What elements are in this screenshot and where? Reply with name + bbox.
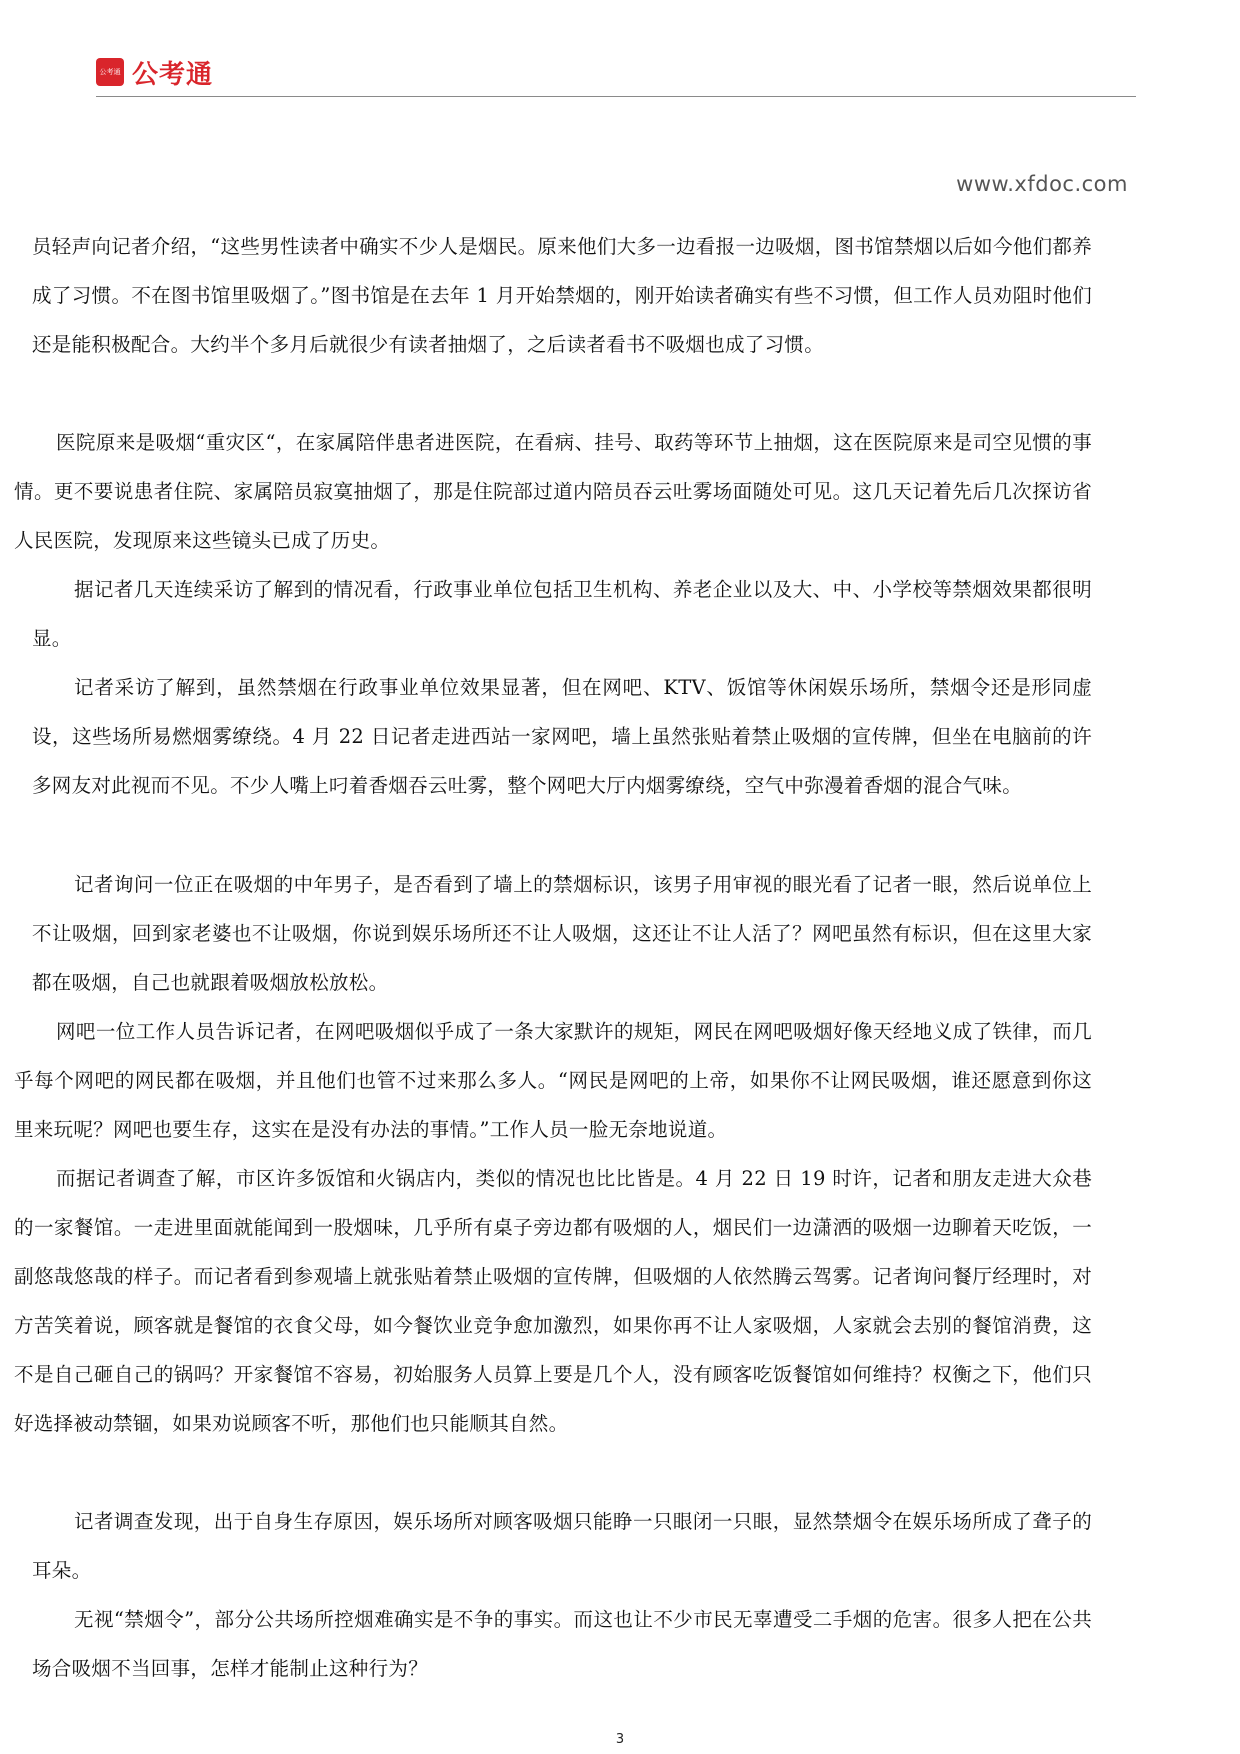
paragraph-7: 而据记者调查了解，市区许多饭馆和火锅店内，类似的情况也比比皆是。4 月 22 日 19 时许，记者和朋友走进大众巷的一家餐馆。一走进里面就能闻到一股烟味，几乎所有桌子旁边都有吸烟的人，烟民们一边潇洒的吸烟一边聊着天吃饭，一副悠哉悠哉的样子。而记者看到参观墙上就张贴着禁止吸烟的宣传牌，但吸烟的人依然腾云驾雾。记者询问餐厅经理时，对方苦笑着说，顾客就是餐馆的衣食父母，如今餐饮业竞争愈加激烈，如果你再不让人家吸烟，人家就会去别的餐馆消费，这不是自己砸自己的锅吗？开家餐馆不容易，初始服务人员算上要是几个人，没有顾客吃饭餐馆如何维持？权衡之下，他们只好选择被动禁锢，如果劝说顾客不听，那他们也只能顺其自然。 bbox=[14, 1167, 1092, 1435]
paragraph-6: 网吧一位工作人员告诉记者，在网吧吸烟似乎成了一条大家默许的规矩，网民在网吧吸烟好像天经地义成了铁律，而几乎每个网吧的网民都在吸烟，并且他们也管不过来那么多人。“网民是网吧的上帝，如果你不让网民吸烟，谁还愿意到你这里来玩呢？网吧也要生存，这实在是没有办法的事情。”工作人员一脸无奈地说道。 bbox=[14, 1020, 1092, 1141]
paragraph-9: 无视“禁烟令”，部分公共场所控烟难确实是不争的事实。而这也让不少市民无辜遭受二手烟的危害。很多人把在公共场合吸烟不当回事，怎样才能制止这种行为？ bbox=[32, 1608, 1092, 1680]
logo-text: 公考通 bbox=[132, 60, 214, 90]
page-number: 3 bbox=[615, 1732, 625, 1747]
logo-icon: 公考通 bbox=[96, 58, 124, 86]
paragraph-3: 据记者几天连续采访了解到的情况看，行政事业单位包括卫生机构、养老企业以及大、中、小学校等禁烟效果都很明显。 bbox=[32, 578, 1092, 650]
paragraph-8: 记者调查发现，出于自身生存原因，娱乐场所对顾客吸烟只能睁一只眼闭一只眼，显然禁烟令在娱乐场所成了聋子的耳朵。 bbox=[32, 1510, 1092, 1582]
paragraph-4: 记者采访了解到，虽然禁烟在行政事业单位效果显著，但在网吧、KTV、饭馆等休闲娱乐场所，禁烟令还是形同虚设，这些场所易燃烟雾缭绕。4 月 22 日记者走进西站一家网吧，墙上虽然张贴着禁止吸烟的宣传牌，但坐在电脑前的许多网友对此视而不见。不少人嘴上叼着香烟吞云吐雾，整个网吧大厅内烟雾缭绕，空气中弥漫着香烟的混合气味。 bbox=[32, 676, 1092, 797]
site-url: www.xfdoc.com bbox=[956, 172, 1128, 196]
paragraph-2: 医院原来是吸烟“重灾区“，在家属陪伴患者进医院，在看病、挂号、取药等环节上抽烟，这在医院原来是司空见惯的事情。更不要说患者住院、家属陪员寂寞抽烟了，那是住院部过道内陪员吞云吐雾场面随处可见。这几天记着先后几次探访省人民医院，发现原来这些镜头已成了历史。 bbox=[14, 431, 1092, 552]
paragraph-1: 员轻声向记者介绍，“这些男性读者中确实不少人是烟民。原来他们大多一边看报一边吸烟，图书馆禁烟以后如今他们都养成了习惯。不在图书馆里吸烟了。”图书馆是在去年 1 月开始禁烟的，刚开始读者确实有些不习惯，但工作人员劝阻时他们还是能积极配合。大约半个多月后就很少有读者抽烟了，之后读者看书不吸烟也成了习惯。 bbox=[32, 235, 1092, 356]
paragraph-5: 记者询问一位正在吸烟的中年男子，是否看到了墙上的禁烟标识，该男子用审视的眼光看了记者一眼，然后说单位上不让吸烟，回到家老婆也不让吸烟，你说到娱乐场所还不让人吸烟，这还让不让人活了？网吧虽然有标识，但在这里大家都在吸烟，自己也就跟着吸烟放松放松。 bbox=[32, 873, 1092, 994]
